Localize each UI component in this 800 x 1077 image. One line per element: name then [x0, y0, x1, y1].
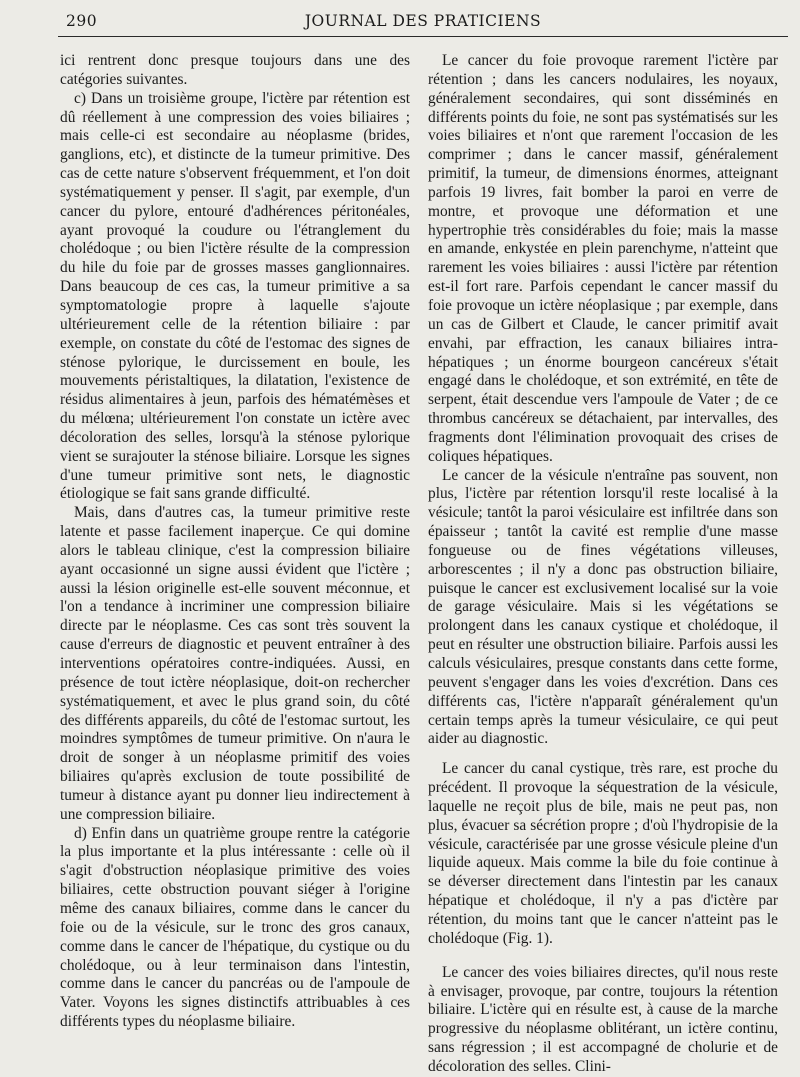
- paragraph: ici rentrent donc presque toujours dans une des catégories suivantes.: [60, 52, 410, 88]
- right-column: [428, 52, 778, 1077]
- paragraph: d) Enfin dans un quatrième groupe rentre la catégorie la plus importante et la plus intéressante : celle où il s'agit d'obstruction néoplasique primitive des voies biliaires, cette obstruction pouvant siéger à l'origine même des canaux biliaires, comme dans le cancer du foie ou de la vésicule, sur le tronc des gros canaux, comme dans le cancer de l'hépatique, du cystique ou du cholédoque, ou à leur terminaison dans l'intestin, comme dans le cancer du pancréas ou de l'ampoule de Vater. Voyons les signes distinctifs attribuables à ces différents types du néoplasme biliaire.: [60, 824, 410, 1031]
- header-rule: [58, 36, 788, 37]
- paragraph: Le cancer du foie provoque rarement l'ictère par rétention ; dans les cancers nodulaires, les noyaux, généralement secondaires, qui sont disséminés en différents points du foie, ne sont pas systématisés sur les voies biliaires et n'ont que rarement l'occasion de les comprimer ; dans le cancer massif, généralement primitif, la tumeur, de dimensions énormes, atteignant parfois 19 livres, fait bomber la paroi en verre de montre, et provoque une déformation et une hypertrophie très considérables du foie; mais la masse en amande, enkystée en plein parenchyme, n'atteint que rarement les voies biliaires : aussi l'ictère par rétention est-il fort rare. Parfois cependant le cancer massif du foie provoque un ictère néoplasique ; par exemple, dans un cas de Gilbert et Claude, le cancer primitif avait envahi, par effraction, les canaux biliaires intra-hépatiques ; un énorme bourgeon cancéreux s'était engagé dans le cholédoque, et son extrémité, en tête de serpent, était descendue vers l'ampoule de Vater ; de ce thrombus cancéreux se détachaient, par intervalles, des fragments dont l'élimination provoquait des crises de coliques hépatiques.: [428, 52, 778, 465]
- paragraph: Le cancer des voies biliaires directes, qu'il nous reste à envisager, provoque, par contre, toujours la rétention biliaire. L'ictère qui en résulte est, à cause de la marche progressive du néoplasme oblitérant, un ictère continu, sans régression ; il est accompagné de cholurie et de décoloration des selles. Clini-: [428, 963, 778, 1075]
- journal-title: JOURNAL DES PRATICIENS: [304, 12, 542, 30]
- page-header: [66, 12, 780, 34]
- page-number: 290: [66, 12, 98, 30]
- paragraph: c) Dans un troisième groupe, l'ictère par rétention est dû réellement à une compression des voies biliaires ; mais celle-ci est secondaire au néoplasme (brides, ganglions, etc), et distincte de la tumeur primitive. Des cas de cette nature s'observent fréquemment, et l'on doit systématiquement y penser. Il s'agit, par exemple, d'un cancer du pylore, entouré d'adhérences péritonéales, ayant provoqué la coudure ou l'étranglement du cholédoque ; ou bien l'ictère résulte de la compression du hile du foie par de grosses masses ganglionnaires. Dans beaucoup de ces cas, la tumeur primitive a sa symptomatologie propre à laquelle s'ajoute ultérieurement celle de la rétention biliaire : par exemple, on constate du côté de l'estomac des signes de sténose pylorique, le durcissement en boule, les mouvements péristaltiques, la dilatation, l'existence de résidus alimentaires à jeun, parfois des hématémèses et du mélœna; ultérieurement l'on constate un ictère avec décoloration des selles, lorsqu'à la sténose pylorique vient se surajouter la sténose biliaire. Lorsque les signes d'une tumeur primitive sont nets, le diagnostic étiologique se fait sans grande difficulté.: [60, 89, 410, 503]
- paragraph: Le cancer du canal cystique, très rare, est proche du précédent. Il provoque la séquestration de la vésicule, laquelle ne reçoit plus de bile, mais ne peut pas, non plus, évacuer sa sécrétion propre ; d'où l'hydropisie de la vésicule, caractérisée par une grosse vésicule pleine d'un liquide aqueux. Mais comme la bile du foie continue à se déverser directement dans l'intestin par les canaux hépatique et cholédoque, il n'y a pas d'ictère par rétention, du moins tant que le cancer n'atteint pas le cholédoque (Fig. 1).: [428, 760, 778, 947]
- paragraph: Mais, dans d'autres cas, la tumeur primitive reste latente et passe facilement inaperçue. Ce qui domine alors le tableau clinique, c'est la compression biliaire ayant occasionné un signe aussi évident que l'ictère ; aussi la lésion originelle est-elle souvent méconnue, et l'on a tendance à incriminer une compression biliaire directe par le néoplasme. Ces cas sont très souvent la cause d'erreurs de diagnostic et peuvent entraîner à des interventions opératoires contre-indiquées. Aussi, en présence de tout ictère néoplasique, doit-on rechercher systématiquement, et avec le plus grand soin, du côté des différents appareils, du côté de l'estomac surtout, les moindres symptômes de tumeur primitive. On n'aura le droit de songer à un néoplasme primitif des voies biliaires qu'après exclusion de toute possibilité de tumeur à distance ayant pu donner lieu indirectement à une compression biliaire.: [60, 504, 410, 823]
- paragraph: Le cancer de la vésicule n'entraîne pas souvent, non plus, l'ictère par rétention lorsqu'il reste localisé à la vésicule; tantôt la paroi vésiculaire est infiltrée dans son épaisseur ; tantôt la cavité est remplie d'une masse fongueuse ou de fines végétations villeuses, arborescentes ; il n'y a donc pas obstruction biliaire, puisque le cancer est exclusivement localisé sur la voie de garage vésiculaire. Mais si les végétations se prolongent dans les canaux cystique et cholédoque, il peut en résulter une obstruction biliaire. Parfois aussi les calculs vésiculaires, presque constants dans cette forme, peuvent s'engager dans les voies d'excrétion. Dans ces différents cas, l'ictère n'apparaît généralement qu'un certain temps après la tumeur vésiculaire, ce qui peut aider au diagnostic.: [428, 466, 778, 748]
- left-column: [60, 52, 410, 1032]
